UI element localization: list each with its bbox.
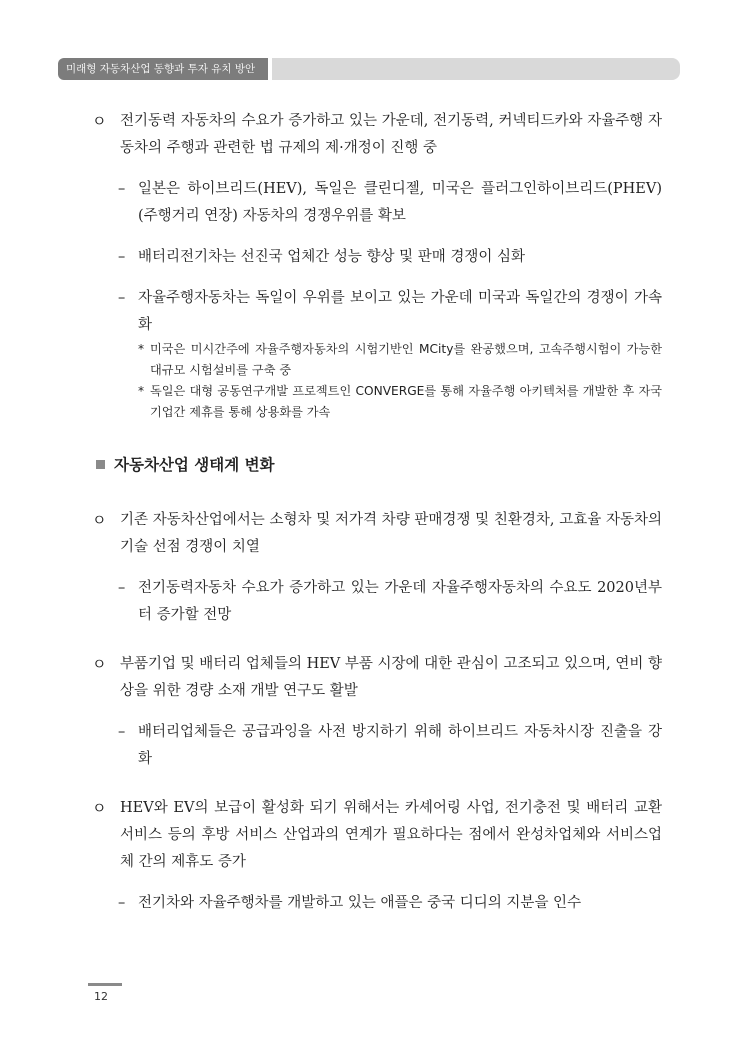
dash-icon: – [118,580,126,596]
bullet-paragraph [92,507,662,561]
asterisk-icon: * [138,384,145,398]
note-item [92,339,662,381]
circle-bullet-icon: ㅇ [92,511,107,529]
section-title: 자동차산업 생태계 변화 [114,456,275,474]
circle-bullet-icon: ㅇ [92,655,107,673]
page-number: 12 [94,990,108,1003]
dash-text: 전기동력자동차 수요가 증가하고 있는 가운데 자율주행자동차의 수요도 2020년부터 증가할 전망 [138,580,662,623]
footer-rule [88,983,122,986]
section-heading [92,453,662,477]
bullet-paragraph [92,651,662,705]
circle-bullet-icon: ㅇ [92,799,107,817]
dash-text: 일본은 하이브리드(HEV), 독일은 클린디젤, 미국은 플러그인하이브리드(PHEV)(주행거리 연장) 자동차의 경쟁우위를 확보 [138,181,662,224]
dash-text: 전기차와 자율주행차를 개발하고 있는 애플은 중국 디디의 지분을 인수 [138,895,582,911]
header-title: 미래형 자동차산업 동향과 투자 유치 방안 [58,58,268,80]
dash-icon: – [118,181,126,197]
dash-icon: – [118,249,126,265]
note-text: 미국은 미시간주에 자율주행자동차의 시험기반인 MCity를 완공했으며, 고속주행시험이 가능한 대규모 시험설비를 구축 중 [150,342,662,377]
dash-item [92,719,662,773]
bullet-text: 부품기업 및 배터리 업체들의 HEV 부품 시장에 대한 관심이 고조되고 있으며, 연비 향상을 위한 경량 소재 개발 연구도 활발 [120,656,662,699]
circle-bullet-icon: ㅇ [92,112,107,130]
dash-icon: – [118,895,126,911]
dash-item [92,890,662,917]
dash-item [92,244,662,271]
dash-text: 배터리업체들은 공급과잉을 사전 방지하기 위해 하이브리드 자동차시장 진출을 강화 [138,724,662,767]
bullet-text: 기존 자동차산업에서는 소형차 및 저가격 차량 판매경쟁 및 친환경차, 고효율 자동차의 기술 선점 경쟁이 치열 [120,512,662,555]
bullet-paragraph [92,108,662,162]
square-bullet-icon [96,460,105,469]
note-text: 독일은 대형 공동연구개발 프로젝트인 CONVERGE를 통해 자율주행 아키텍처를 개발한 후 자국 기업간 제휴를 통해 상용화를 가속 [150,384,662,419]
asterisk-icon: * [138,342,145,356]
dash-text: 자율주행자동차는 독일이 우위를 보이고 있는 가운데 미국과 독일간의 경쟁이 가속화 [138,290,662,333]
bullet-text: HEV와 EV의 보급이 활성화 되기 위해서는 카셰어링 사업, 전기충전 및 배터리 교환 서비스 등의 후방 서비스 산업과의 연계가 필요하다는 점에서 완성차업체와 서비스업체 간의 제휴도 증가 [120,800,662,870]
dash-icon: – [118,290,126,306]
dash-item [92,176,662,230]
bullet-paragraph [92,795,662,876]
dash-item [92,575,662,629]
header-bar [272,58,680,80]
bullet-text: 전기동력 자동차의 수요가 증가하고 있는 가운데, 전기동력, 커넥티드카와 자율주행 자동차의 주행과 관련한 법 규제의 제·개정이 진행 중 [120,113,662,156]
note-item [92,381,662,423]
dash-text: 배터리전기차는 선진국 업체간 성능 향상 및 판매 경쟁이 심화 [138,249,526,265]
dash-icon: – [118,724,126,740]
page-body [92,108,662,917]
running-header [58,58,680,80]
dash-item [92,285,662,339]
